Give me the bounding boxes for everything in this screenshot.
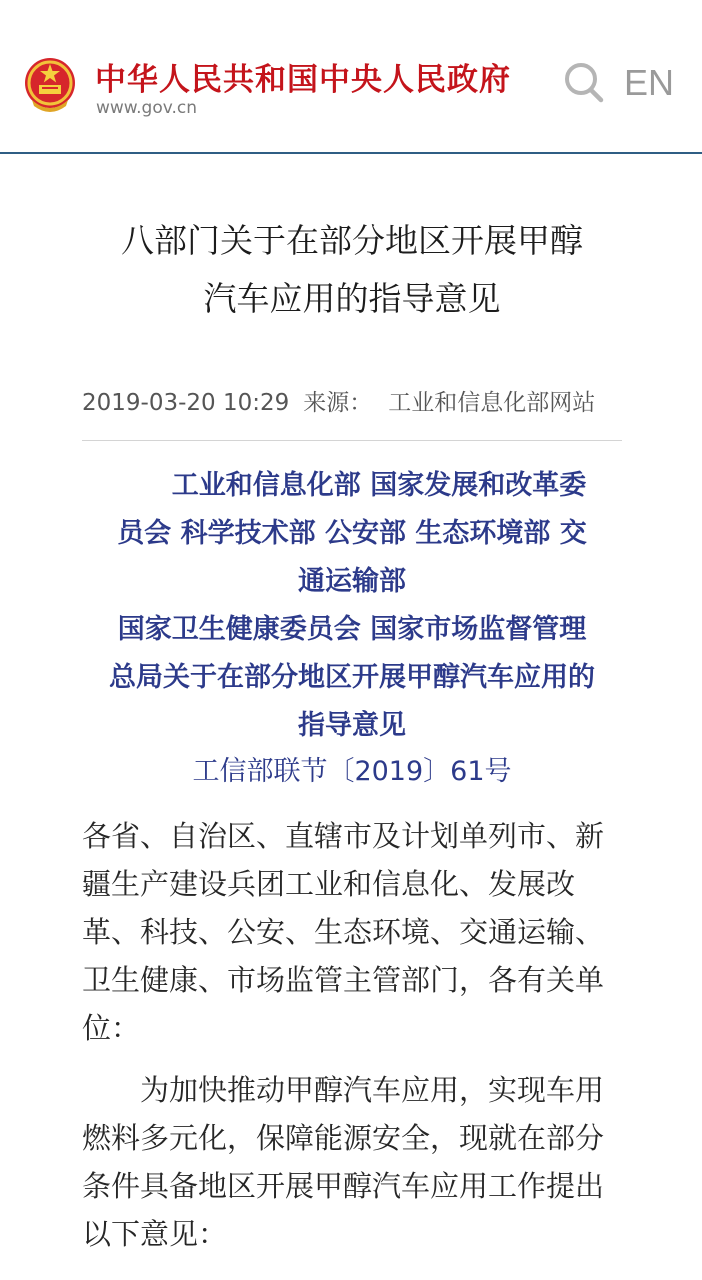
document-heading-line: 国家卫生健康委员会 国家市场监督管理 [117, 614, 587, 645]
article-title-line: 八部门关于在部分地区开展甲醇 [121, 221, 583, 260]
paragraph-line: 各省、自治区、直辖市及计划单列市、新 [82, 819, 605, 853]
national-emblem-icon[interactable] [22, 56, 78, 116]
paragraph-line: 为加快推动甲醇汽车应用，实现车用 [140, 1073, 605, 1107]
paragraph-line: 卫生健康、市场监管主管部门，各有关单 [82, 963, 605, 997]
article-title [82, 212, 622, 328]
article-title-line: 汽车应用的指导意见 [203, 279, 501, 318]
site-url[interactable]: www.gov.cn [96, 98, 198, 118]
source-label: 来源： [303, 390, 373, 416]
paragraph-line: 条件具备地区开展甲醇汽车应用工作提出 [82, 1169, 605, 1203]
document-heading-line: 总局关于在部分地区开展甲醇汽车应用的 [109, 662, 595, 693]
article-meta [82, 384, 595, 417]
paragraph-line: 以下意见： [82, 1217, 228, 1251]
site-header [0, 0, 702, 154]
document-heading-line: 工业和信息化部 国家发展和改革委 [171, 470, 587, 501]
language-switch-en[interactable]: EN [624, 62, 675, 103]
document-heading [82, 462, 622, 750]
publish-date: 2019-03-20 10:29 [82, 390, 290, 416]
body-paragraph-addressees [82, 812, 622, 1052]
body-paragraph-intro [82, 1066, 622, 1258]
paragraph-line: 疆生产建设兵团工业和信息化、发展改 [82, 867, 576, 901]
document-heading-line: 指导意见 [298, 710, 406, 741]
site-title[interactable]: 中华人民共和国中央人民政府 [95, 62, 511, 98]
document-heading-line: 通运输部 [298, 566, 406, 597]
search-icon[interactable] [562, 60, 606, 104]
source-name: 工业和信息化部网站 [388, 390, 596, 416]
paragraph-line: 位： [82, 1011, 141, 1045]
paragraph-line: 革、科技、公安、生态环境、交通运输、 [82, 915, 605, 949]
meta-divider [82, 440, 622, 441]
paragraph-line: 燃料多元化，保障能源安全，现就在部分 [82, 1121, 605, 1155]
document-heading-line: 员会 科学技术部 公安部 生态环境部 交 [117, 518, 587, 549]
document-number: 工信部联节〔2019〕61号 [192, 756, 512, 787]
